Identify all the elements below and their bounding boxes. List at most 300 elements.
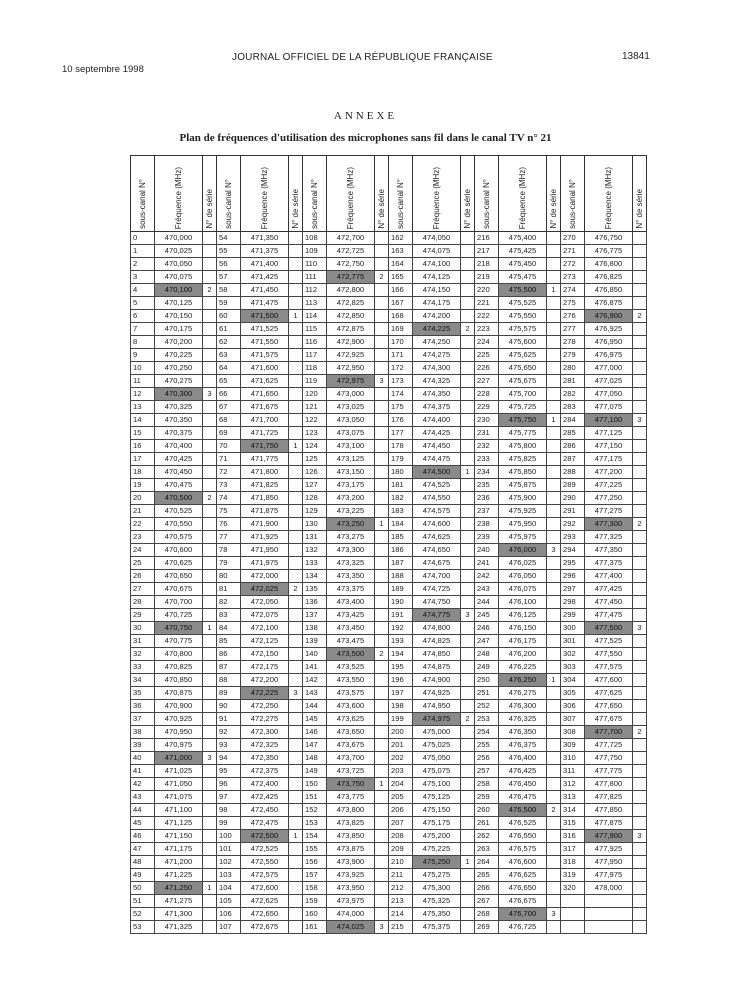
frequency-cell: 472,925 <box>327 349 375 362</box>
series-cell <box>375 544 389 557</box>
series-cell <box>289 921 303 934</box>
series-cell <box>289 869 303 882</box>
subchannel-cell: 305 <box>561 687 585 700</box>
col-header-series <box>547 156 561 232</box>
subchannel-cell: 229 <box>475 401 499 414</box>
series-cell <box>375 817 389 830</box>
frequency-cell: 474,875 <box>413 661 461 674</box>
subchannel-cell: 59 <box>217 297 241 310</box>
subchannel-cell: 312 <box>561 778 585 791</box>
subchannel-cell: 243 <box>475 583 499 596</box>
series-cell <box>547 336 561 349</box>
frequency-cell: 477,450 <box>585 596 633 609</box>
series-cell: 1 <box>203 882 217 895</box>
frequency-cell: 474,425 <box>413 427 461 440</box>
frequency-cell: 471,825 <box>241 479 289 492</box>
subchannel-cell: 81 <box>217 583 241 596</box>
frequency-cell: 470,975 <box>155 739 203 752</box>
series-cell <box>203 414 217 427</box>
frequency-cell: 472,100 <box>241 622 289 635</box>
series-cell <box>203 453 217 466</box>
frequency-cell: 475,125 <box>413 791 461 804</box>
frequency-cell: 470,900 <box>155 700 203 713</box>
series-cell <box>375 245 389 258</box>
series-cell <box>203 310 217 323</box>
series-cell <box>203 674 217 687</box>
subchannel-cell: 80 <box>217 570 241 583</box>
col-header-label: N° de série <box>463 189 472 229</box>
frequency-cell: 474,900 <box>413 674 461 687</box>
subchannel-cell: 264 <box>475 856 499 869</box>
series-cell <box>633 648 647 661</box>
series-cell <box>289 544 303 557</box>
subchannel-cell: 37 <box>131 713 155 726</box>
series-cell <box>633 440 647 453</box>
subchannel-cell: 32 <box>131 648 155 661</box>
frequency-cell: 470,400 <box>155 440 203 453</box>
frequency-cell: 474,300 <box>413 362 461 375</box>
subchannel-cell: 261 <box>475 817 499 830</box>
frequency-cell: 474,725 <box>413 583 461 596</box>
series-cell <box>547 492 561 505</box>
subchannel-cell: 173 <box>389 375 413 388</box>
series-cell <box>289 466 303 479</box>
series-cell <box>375 700 389 713</box>
frequency-cell: 470,600 <box>155 544 203 557</box>
table-row <box>131 544 647 557</box>
subchannel-cell <box>561 921 585 934</box>
series-cell <box>289 726 303 739</box>
frequency-cell: 474,625 <box>413 531 461 544</box>
series-cell <box>633 401 647 414</box>
series-cell: 2 <box>461 323 475 336</box>
frequency-cell: 476,550 <box>499 830 547 843</box>
frequency-cell: 472,325 <box>241 739 289 752</box>
table-row <box>131 492 647 505</box>
table-row <box>131 375 647 388</box>
series-cell <box>547 557 561 570</box>
subchannel-cell: 241 <box>475 557 499 570</box>
frequency-cell: 471,175 <box>155 843 203 856</box>
subchannel-cell: 53 <box>131 921 155 934</box>
series-cell <box>203 440 217 453</box>
subchannel-cell: 294 <box>561 544 585 557</box>
series-cell: 2 <box>633 726 647 739</box>
table-header-row <box>131 156 647 232</box>
subchannel-cell: 17 <box>131 453 155 466</box>
table-row <box>131 414 647 427</box>
series-cell <box>375 739 389 752</box>
subchannel-cell: 67 <box>217 401 241 414</box>
frequency-cell: 474,025 <box>327 921 375 934</box>
subchannel-cell: 230 <box>475 414 499 427</box>
subchannel-cell: 71 <box>217 453 241 466</box>
frequency-cell: 472,775 <box>327 271 375 284</box>
subchannel-cell: 36 <box>131 700 155 713</box>
frequency-cell: 471,750 <box>241 440 289 453</box>
series-cell <box>633 921 647 934</box>
series-cell <box>547 297 561 310</box>
frequency-cell: 472,025 <box>241 583 289 596</box>
frequency-cell: 471,200 <box>155 856 203 869</box>
frequency-cell: 474,125 <box>413 271 461 284</box>
series-cell <box>289 258 303 271</box>
frequency-cell: 474,950 <box>413 700 461 713</box>
series-cell <box>289 635 303 648</box>
series-cell <box>289 362 303 375</box>
frequency-cell: 476,400 <box>499 752 547 765</box>
series-cell <box>633 817 647 830</box>
series-cell: 1 <box>461 466 475 479</box>
col-header-subchannel <box>561 156 585 232</box>
col-header-label: Fréquence (MHz) <box>518 166 527 229</box>
series-cell: 3 <box>375 921 389 934</box>
series-cell <box>547 349 561 362</box>
series-cell <box>547 648 561 661</box>
series-cell <box>289 661 303 674</box>
subchannel-cell: 132 <box>303 544 327 557</box>
table-row <box>131 687 647 700</box>
subchannel-cell: 254 <box>475 726 499 739</box>
subchannel-cell: 145 <box>303 713 327 726</box>
col-header-series <box>633 156 647 232</box>
subchannel-cell: 13 <box>131 401 155 414</box>
subchannel-cell: 2 <box>131 258 155 271</box>
frequency-cell: 475,275 <box>413 869 461 882</box>
frequency-cell: 475,900 <box>499 492 547 505</box>
frequency-cell: 473,750 <box>327 778 375 791</box>
series-cell <box>203 713 217 726</box>
frequency-cell: 471,250 <box>155 882 203 895</box>
series-cell <box>547 687 561 700</box>
series-cell <box>633 245 647 258</box>
frequency-cell: 474,325 <box>413 375 461 388</box>
col-header-label: Fréquence (MHz) <box>260 166 269 229</box>
subchannel-cell: 315 <box>561 817 585 830</box>
frequency-cell: 472,275 <box>241 713 289 726</box>
subchannel-cell: 232 <box>475 440 499 453</box>
table-row <box>131 648 647 661</box>
subchannel-cell: 186 <box>389 544 413 557</box>
series-cell <box>461 505 475 518</box>
series-cell <box>289 505 303 518</box>
series-cell <box>203 518 217 531</box>
subchannel-cell: 223 <box>475 323 499 336</box>
subchannel-cell: 263 <box>475 843 499 856</box>
table-row <box>131 362 647 375</box>
frequency-cell: 476,375 <box>499 739 547 752</box>
series-cell <box>633 362 647 375</box>
subchannel-cell: 111 <box>303 271 327 284</box>
series-cell <box>289 401 303 414</box>
subchannel-cell: 161 <box>303 921 327 934</box>
series-cell <box>203 609 217 622</box>
subchannel-cell: 147 <box>303 739 327 752</box>
table-row <box>131 908 647 921</box>
subchannel-cell: 281 <box>561 375 585 388</box>
series-cell: 3 <box>203 388 217 401</box>
frequency-cell: 474,650 <box>413 544 461 557</box>
frequency-cell: 473,525 <box>327 661 375 674</box>
subchannel-cell: 41 <box>131 765 155 778</box>
series-cell <box>375 674 389 687</box>
frequency-cell: 473,450 <box>327 622 375 635</box>
series-cell <box>633 609 647 622</box>
series-cell <box>547 505 561 518</box>
frequency-cell: 471,675 <box>241 401 289 414</box>
subchannel-cell: 213 <box>389 895 413 908</box>
subchannel-cell: 242 <box>475 570 499 583</box>
frequency-cell: 472,500 <box>241 830 289 843</box>
subchannel-cell: 153 <box>303 817 327 830</box>
subchannel-cell: 99 <box>217 817 241 830</box>
frequency-cell: 476,025 <box>499 557 547 570</box>
frequency-cell: 473,600 <box>327 700 375 713</box>
frequency-cell: 477,525 <box>585 635 633 648</box>
frequency-cell: 470,075 <box>155 271 203 284</box>
series-cell <box>547 362 561 375</box>
series-cell <box>547 882 561 895</box>
series-cell <box>547 791 561 804</box>
series-cell <box>375 232 389 245</box>
series-cell <box>203 817 217 830</box>
subchannel-cell: 221 <box>475 297 499 310</box>
subchannel-cell: 237 <box>475 505 499 518</box>
frequency-cell: 476,150 <box>499 622 547 635</box>
frequency-cell: 472,975 <box>327 375 375 388</box>
series-cell <box>289 648 303 661</box>
series-cell <box>203 427 217 440</box>
subchannel-cell: 191 <box>389 609 413 622</box>
frequency-cell: 475,075 <box>413 765 461 778</box>
series-cell <box>633 687 647 700</box>
series-cell <box>375 297 389 310</box>
col-header-frequency <box>327 156 375 232</box>
frequency-cell: 471,525 <box>241 323 289 336</box>
frequency-cell: 475,950 <box>499 518 547 531</box>
subchannel-cell: 201 <box>389 739 413 752</box>
subchannel-cell: 298 <box>561 596 585 609</box>
subchannel-cell: 105 <box>217 895 241 908</box>
frequency-cell: 471,500 <box>241 310 289 323</box>
subchannel-cell: 135 <box>303 583 327 596</box>
series-cell <box>547 843 561 856</box>
series-cell <box>633 895 647 908</box>
frequency-cell: 470,125 <box>155 297 203 310</box>
frequency-cell: 470,200 <box>155 336 203 349</box>
series-cell <box>461 869 475 882</box>
series-cell <box>203 856 217 869</box>
series-cell: 3 <box>547 908 561 921</box>
frequency-cell: 471,575 <box>241 349 289 362</box>
frequency-cell: 477,325 <box>585 531 633 544</box>
series-cell <box>203 570 217 583</box>
col-header-subchannel <box>475 156 499 232</box>
subchannel-cell: 25 <box>131 557 155 570</box>
subchannel-cell: 174 <box>389 388 413 401</box>
series-cell <box>461 596 475 609</box>
subchannel-cell: 8 <box>131 336 155 349</box>
subchannel-cell: 84 <box>217 622 241 635</box>
col-header-label: N° de série <box>377 189 386 229</box>
frequency-cell: 474,850 <box>413 648 461 661</box>
series-cell <box>289 453 303 466</box>
frequency-cell: 473,900 <box>327 856 375 869</box>
series-cell: 2 <box>461 713 475 726</box>
series-cell <box>461 687 475 700</box>
table-row <box>131 843 647 856</box>
frequency-cell: 474,525 <box>413 479 461 492</box>
subchannel-cell: 83 <box>217 609 241 622</box>
frequency-cell: 476,750 <box>585 232 633 245</box>
series-cell <box>289 882 303 895</box>
series-cell <box>633 713 647 726</box>
subchannel-cell: 60 <box>217 310 241 323</box>
subchannel-cell: 156 <box>303 856 327 869</box>
table-row <box>131 440 647 453</box>
series-cell <box>633 791 647 804</box>
frequency-cell: 477,550 <box>585 648 633 661</box>
series-cell <box>461 271 475 284</box>
series-cell <box>547 739 561 752</box>
series-cell <box>289 375 303 388</box>
series-cell <box>633 557 647 570</box>
frequency-cell: 470,500 <box>155 492 203 505</box>
series-cell: 2 <box>375 648 389 661</box>
subchannel-cell: 89 <box>217 687 241 700</box>
frequency-cell: 474,075 <box>413 245 461 258</box>
frequency-cell: 476,100 <box>499 596 547 609</box>
frequency-cell: 472,950 <box>327 362 375 375</box>
frequency-cell: 473,475 <box>327 635 375 648</box>
col-header-series <box>461 156 475 232</box>
frequency-cell: 471,150 <box>155 830 203 843</box>
series-cell <box>461 245 475 258</box>
col-header-subchannel <box>131 156 155 232</box>
frequency-cell: 474,400 <box>413 414 461 427</box>
series-cell <box>633 479 647 492</box>
subchannel-cell: 18 <box>131 466 155 479</box>
frequency-cell: 477,775 <box>585 765 633 778</box>
frequency-cell: 473,550 <box>327 674 375 687</box>
frequency-cell: 472,125 <box>241 635 289 648</box>
frequency-cell: 477,200 <box>585 466 633 479</box>
frequency-cell: 470,875 <box>155 687 203 700</box>
frequency-cell: 476,850 <box>585 284 633 297</box>
subchannel-cell: 151 <box>303 791 327 804</box>
subchannel-cell: 176 <box>389 414 413 427</box>
frequency-cell: 475,000 <box>413 726 461 739</box>
frequency-cell: 476,325 <box>499 713 547 726</box>
series-cell <box>375 661 389 674</box>
subchannel-cell: 248 <box>475 648 499 661</box>
series-cell <box>461 440 475 453</box>
series-cell <box>461 492 475 505</box>
subchannel-cell: 188 <box>389 570 413 583</box>
frequency-cell: 470,275 <box>155 375 203 388</box>
subchannel-cell: 87 <box>217 661 241 674</box>
series-cell <box>547 752 561 765</box>
frequency-cell: 477,700 <box>585 726 633 739</box>
series-cell <box>289 388 303 401</box>
frequency-cell: 476,050 <box>499 570 547 583</box>
frequency-cell: 475,975 <box>499 531 547 544</box>
series-cell <box>461 388 475 401</box>
frequency-cell: 471,400 <box>241 258 289 271</box>
series-cell <box>375 336 389 349</box>
subchannel-cell: 270 <box>561 232 585 245</box>
frequency-cell: 477,050 <box>585 388 633 401</box>
series-cell <box>633 349 647 362</box>
series-cell <box>375 570 389 583</box>
series-cell <box>289 804 303 817</box>
series-cell <box>375 466 389 479</box>
table-row <box>131 232 647 245</box>
frequency-cell: 470,000 <box>155 232 203 245</box>
subchannel-cell: 211 <box>389 869 413 882</box>
frequency-cell: 471,050 <box>155 778 203 791</box>
subchannel-cell: 86 <box>217 648 241 661</box>
subchannel-cell: 250 <box>475 674 499 687</box>
subchannel-cell: 291 <box>561 505 585 518</box>
table-row <box>131 596 647 609</box>
frequency-cell: 475,800 <box>499 440 547 453</box>
series-cell <box>461 362 475 375</box>
frequency-cell: 473,850 <box>327 830 375 843</box>
frequency-cell <box>585 895 633 908</box>
series-cell <box>547 245 561 258</box>
frequency-cell: 477,850 <box>585 804 633 817</box>
series-cell <box>461 648 475 661</box>
subchannel-cell: 127 <box>303 479 327 492</box>
subchannel-cell: 289 <box>561 479 585 492</box>
subchannel-cell: 0 <box>131 232 155 245</box>
frequency-cell: 477,600 <box>585 674 633 687</box>
series-cell <box>289 778 303 791</box>
series-cell <box>633 661 647 674</box>
subchannel-cell <box>561 908 585 921</box>
frequency-cell: 472,000 <box>241 570 289 583</box>
series-cell <box>461 726 475 739</box>
frequency-cell: 476,350 <box>499 726 547 739</box>
subchannel-cell: 149 <box>303 765 327 778</box>
series-cell <box>203 804 217 817</box>
frequency-cell: 473,325 <box>327 557 375 570</box>
subchannel-cell: 57 <box>217 271 241 284</box>
frequency-cell: 477,025 <box>585 375 633 388</box>
frequency-cell: 472,250 <box>241 700 289 713</box>
table-row <box>131 258 647 271</box>
subchannel-cell: 210 <box>389 856 413 869</box>
table-row <box>131 349 647 362</box>
subchannel-cell: 157 <box>303 869 327 882</box>
frequency-cell: 477,725 <box>585 739 633 752</box>
frequency-cell: 476,300 <box>499 700 547 713</box>
subchannel-cell: 19 <box>131 479 155 492</box>
subchannel-cell: 192 <box>389 622 413 635</box>
series-cell <box>375 596 389 609</box>
subchannel-cell: 124 <box>303 440 327 453</box>
subchannel-cell: 163 <box>389 245 413 258</box>
subchannel-cell: 154 <box>303 830 327 843</box>
frequency-cell: 477,175 <box>585 453 633 466</box>
series-cell: 2 <box>633 310 647 323</box>
subchannel-cell: 198 <box>389 700 413 713</box>
frequency-cell: 470,825 <box>155 661 203 674</box>
subchannel-cell: 290 <box>561 492 585 505</box>
frequency-cell: 475,400 <box>499 232 547 245</box>
series-cell <box>203 245 217 258</box>
